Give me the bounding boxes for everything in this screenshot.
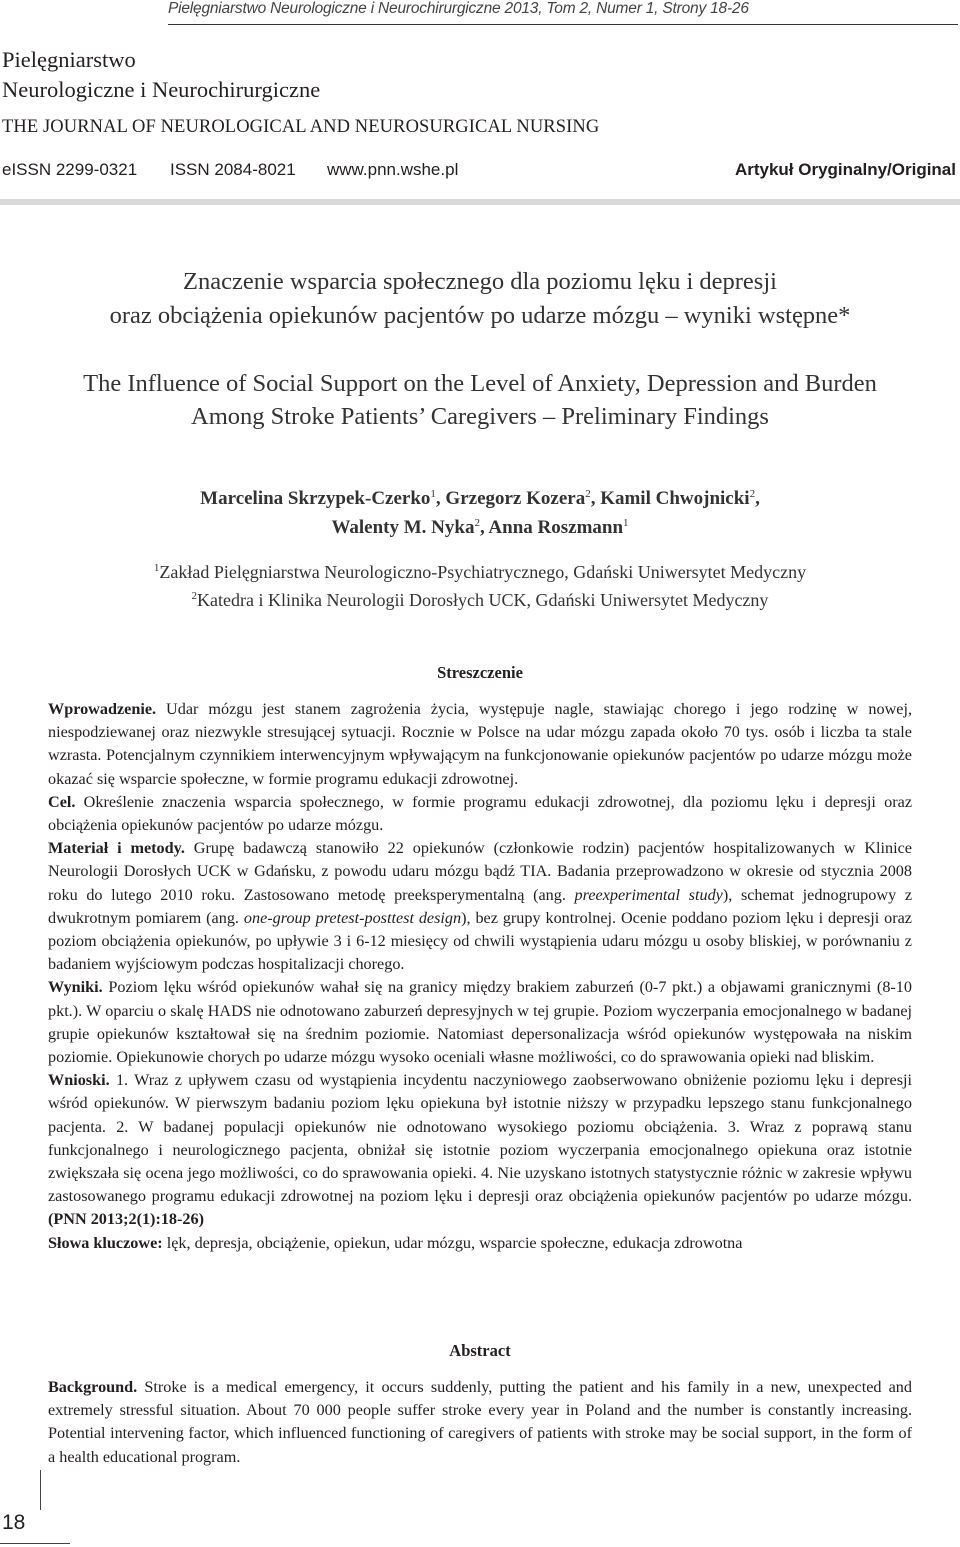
title-pl-line2: oraz obciążenia opiekunów pacjentów po udarze mózgu – wyniki wstępne*	[109, 302, 851, 329]
streszczenie-body	[48, 698, 912, 1255]
author: Grzegorz Kozera$^2$,	[445, 488, 601, 509]
journal-title-pl-line1: Pielęgniarstwo	[2, 47, 136, 72]
author: Kamil Chwojnicki$^2$,	[600, 488, 760, 509]
streszczenie-heading: Streszczenie	[437, 663, 523, 682]
website-link[interactable]: www.pnn.wshe.pl	[327, 160, 459, 179]
section-conclusions: Wnioski. 1. Wraz z upływem czasu od wystąpienia incydentu naczyniowego zaobserwowano obniżenie poziomu lęku i depresji wśród opiekunów. W pierwszym badaniu poziom lęku opiekuna był istotnie niższy w przypadku lepszego stanu funkcjonalnego pacjenta. 2. W badanej populacji opiekunów nie odnotowano wysokiego poziomu obciążenia. 3. Wraz z poprawą stanu funkcjonalnego i neurologicznego pacjenta, obniżał się istotnie poziom wyczerpania emocjonalnego opiekuna oraz istotnie zwiększała się ocena jego możliwości, co do sprawowania opieki. 4. Nie uzyskano istotnych statystycznie różnic w zakresie wpływu zastosowanego programu edukacji zdrowotnej na poziom lęku i depresji oraz obciążenia opiekunów pacjentów po udarze mózgu. (PNN 2013;2(1):18-26)	[48, 1071, 912, 1229]
author: Walenty M. Nyka$^2$,	[331, 517, 489, 538]
author: Anna Roszmann$^1$	[488, 517, 629, 538]
section-background: Background. Stroke is a medical emergency, it occurs suddenly, putting the patient and his family in a new, unexpected and extremely stressful situation. About 70 000 people suffer stroke every year in Poland and the number is constantly increasing. Potential intervening factor, which influenced functioning of caregivers of patients with stroke may be social support, in the form of a health educational program.	[48, 1378, 912, 1466]
title-pl	[0, 265, 960, 333]
affiliation: $^2$Katedra i Klinika Neurologii Dorosłych UCK, Gdański Uniwersytet Medyczny	[191, 590, 769, 610]
header-rule-top	[168, 24, 958, 25]
article-type: Artykuł Oryginalny/Original	[734, 160, 956, 179]
title-pl-line1: Znaczenie wsparcia społecznego dla poziomu lęku i depresji	[183, 268, 777, 295]
author-list	[150, 484, 810, 542]
footer-rule	[0, 1543, 70, 1544]
abstract-body	[48, 1376, 912, 1469]
journal-title-en: THE JOURNAL OF NEUROLOGICAL AND NEUROSURGICAL NURSING	[2, 117, 600, 137]
abstract-heading: Abstract	[449, 1341, 511, 1360]
margin-rule	[40, 1470, 41, 1510]
section-intro: Wprowadzenie. Udar mózgu jest stanem zagrożenia życia, występuje nagle, stawiając chorego i jego rodzinę w nowej, niespodziewanej oraz niezwykle stresującej sytuacji. Rocznie w Polsce na udar mózgu zapada około 70 tys. osób i liczba ta stale wzrasta. Potencjalnym czynnikiem interwencyjnym wpływającym na funkcjonowanie opiekunów pacjentów po udarze mózgu może okazać się wsparcie społeczne, w formie programu edukacji zdrowotnej.	[48, 700, 912, 788]
issn: ISSN 2084-8021	[170, 160, 296, 179]
affiliations	[0, 558, 960, 614]
citation: (PNN 2013;2(1):18-26)	[48, 1210, 204, 1229]
title-en-line1: The Influence of Social Support on the Level of Anxiety, Depression and Burden	[83, 370, 877, 397]
header-divider	[0, 199, 960, 205]
section-methods: Materiał i metody. Grupę badawczą stanowiło 22 opiekunów (członkowie rodzin) pacjentów hospitalizowanych w Klinice Neurologii Dorosłych UCK w Gdańsku, z powodu udaru mózgu bądź TIA. Badania przeprowadzono w okresie od stycznia 2008 roku do lutego 2010 roku. Zastosowano metodę preeksperymentalną (ang. preexperimental study), schemat jednogrupowy z dwukrotnym pomiarem (ang. one-group pretest-posttest design), bez grupy kontrolnej. Ocenie poddano poziom lęku i depresji oraz poziom obciążenia opiekunów, po upływie 3 i 6-12 miesięcy od chwili wystąpienia udaru mózgu u osoby bliskiej, w porównaniu z badaniem wyjściowym podczas hospitalizacji chorego.	[48, 839, 912, 974]
journal-title-pl	[2, 45, 320, 105]
page-number: 18	[2, 1511, 26, 1534]
section-keywords: Słowa kluczowe: lęk, depresja, obciążenie, opiekun, udar mózgu, wsparcie społeczne, edukacja zdrowotna	[48, 1233, 743, 1252]
section-aim: Cel. Określenie znaczenia wsparcia społecznego, w formie programu edukacji zdrowotnej, dla poziomu lęku i depresji oraz obciążenia opiekunów pacjentów po udarze mózgu.	[48, 792, 912, 835]
affiliation: $^1$Zakład Pielęgniarstwa Neurologiczno-Psychiatrycznego, Gdański Uniwersytet Medyczny	[153, 562, 807, 582]
title-en	[0, 367, 960, 433]
title-en-line2: Among Stroke Patients’ Caregivers – Preliminary Findings	[191, 403, 769, 430]
issn-row	[2, 160, 958, 186]
author: Marcelina Skrzypek-Czerko$^1$,	[200, 488, 446, 509]
section-results: Wyniki. Poziom lęku wśród opiekunów wahał się na granicy między brakiem zaburzeń (0-7 pkt.) a objawami granicznymi (8-10 pkt.). W oparciu o skalę HADS nie odnotowano zaburzeń depresyjnych w tej grupie. Poziom wyczerpania emocjonalnego w badanej grupie opiekunów kształtował się na średnim poziomie. Natomiast depersonalizacja wśród opiekunów występowała na niskim poziomie. Opiekunowie chorych po udarze mózgu wysoko oceniali własne możliwości, co do sprawowania opieki nad bliskim.	[48, 978, 912, 1067]
journal-title-pl-line2: Neurologiczne i Neurochirurgiczne	[2, 77, 321, 102]
running-head: Pielęgniarstwo Neurologiczne i Neurochirurgiczne 2013, Tom 2, Numer 1, Strony 18-26	[168, 0, 749, 17]
eissn: eISSN 2299-0321	[2, 160, 138, 179]
